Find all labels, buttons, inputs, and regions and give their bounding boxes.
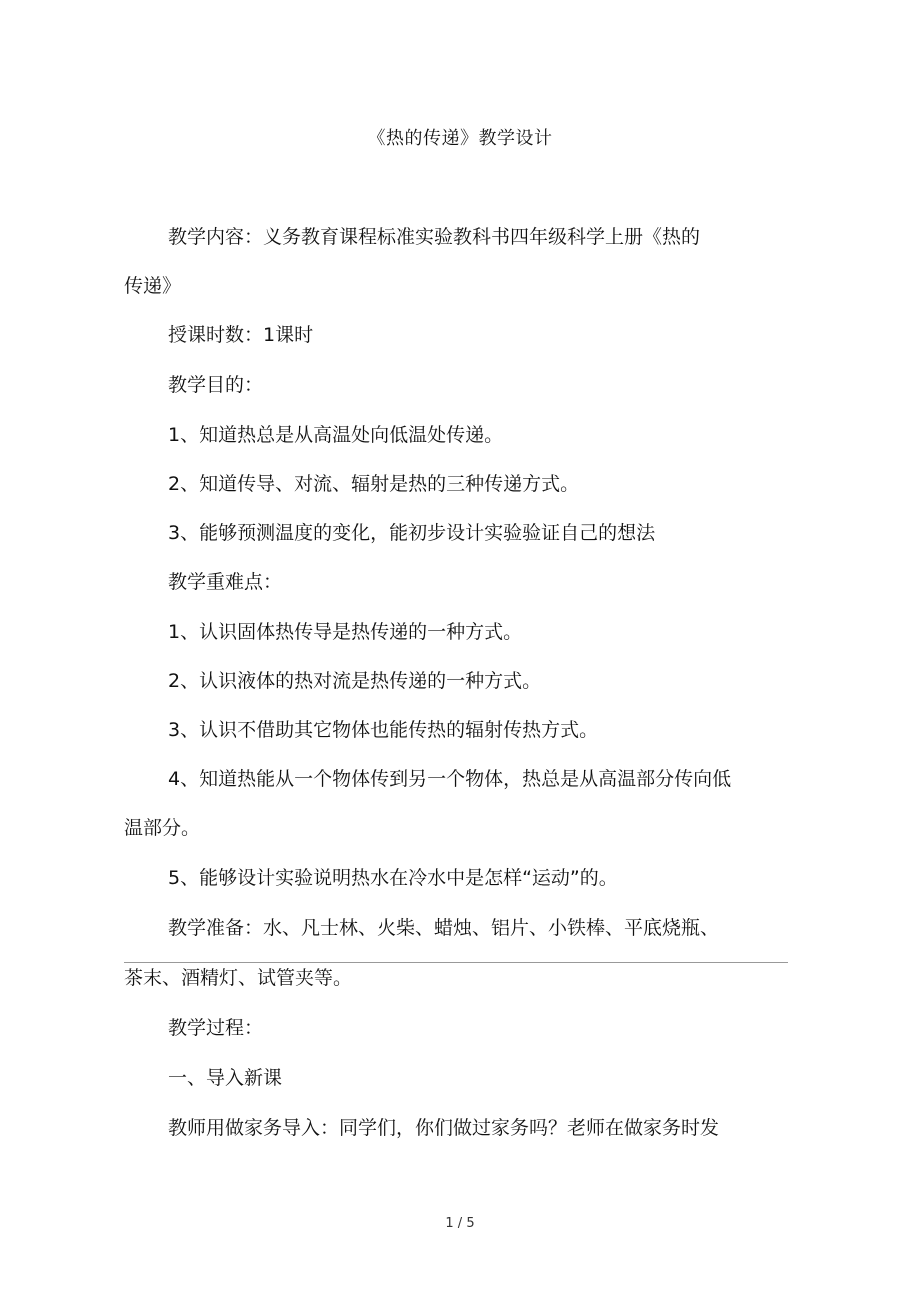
paragraph-line: 教学重难点： xyxy=(168,571,283,593)
paragraph-line: 3、认识不借助其它物体也能传热的辐射传热方式。 xyxy=(168,719,599,741)
paragraph-line: 授课时数：1课时 xyxy=(168,324,314,346)
paragraph-line: 教师用做家务导入：同学们，你们做过家务吗？老师在做家务时发 xyxy=(168,1117,720,1139)
paragraph-line: 教学准备：水、凡士林、火柴、蜡烛、铝片、小铁棒、平底烧瓶、 xyxy=(168,917,720,939)
paragraph-line: 教学目的： xyxy=(168,374,264,396)
paragraph-line: 一、导入新课 xyxy=(168,1067,283,1089)
paragraph-line: 教学过程： xyxy=(168,1017,264,1039)
paragraph-line: 2、认识液体的热对流是热传递的一种方式。 xyxy=(168,670,542,692)
page-number: 1 / 5 xyxy=(445,1216,475,1231)
horizontal-divider xyxy=(124,962,788,963)
paragraph-line: 1、认识固体热传导是热传递的一种方式。 xyxy=(168,621,523,643)
paragraph-line: 1、知道热总是从高温处向低温处传递。 xyxy=(168,424,504,446)
paragraph-line: 茶末、酒精灯、试管夹等。 xyxy=(124,967,353,989)
paragraph-line: 教学内容：义务教育课程标准实验教科书四年级科学上册《热的 xyxy=(168,226,701,248)
paragraph-line: 2、知道传导、对流、辐射是热的三种传递方式。 xyxy=(168,473,580,495)
paragraph-line: 4、知道热能从一个物体传到另一个物体，热总是从高温部分传向低 xyxy=(168,768,732,790)
paragraph-line: 温部分。 xyxy=(124,817,201,839)
document-title: 《热的传递》教学设计 xyxy=(367,128,553,149)
paragraph-line: 3、能够预测温度的变化，能初步设计实验验证自己的想法 xyxy=(168,522,656,544)
paragraph-line: 传递》 xyxy=(124,275,182,297)
paragraph-line: 5、能够设计实验说明热水在冷水中是怎样“运动”的。 xyxy=(168,867,618,889)
